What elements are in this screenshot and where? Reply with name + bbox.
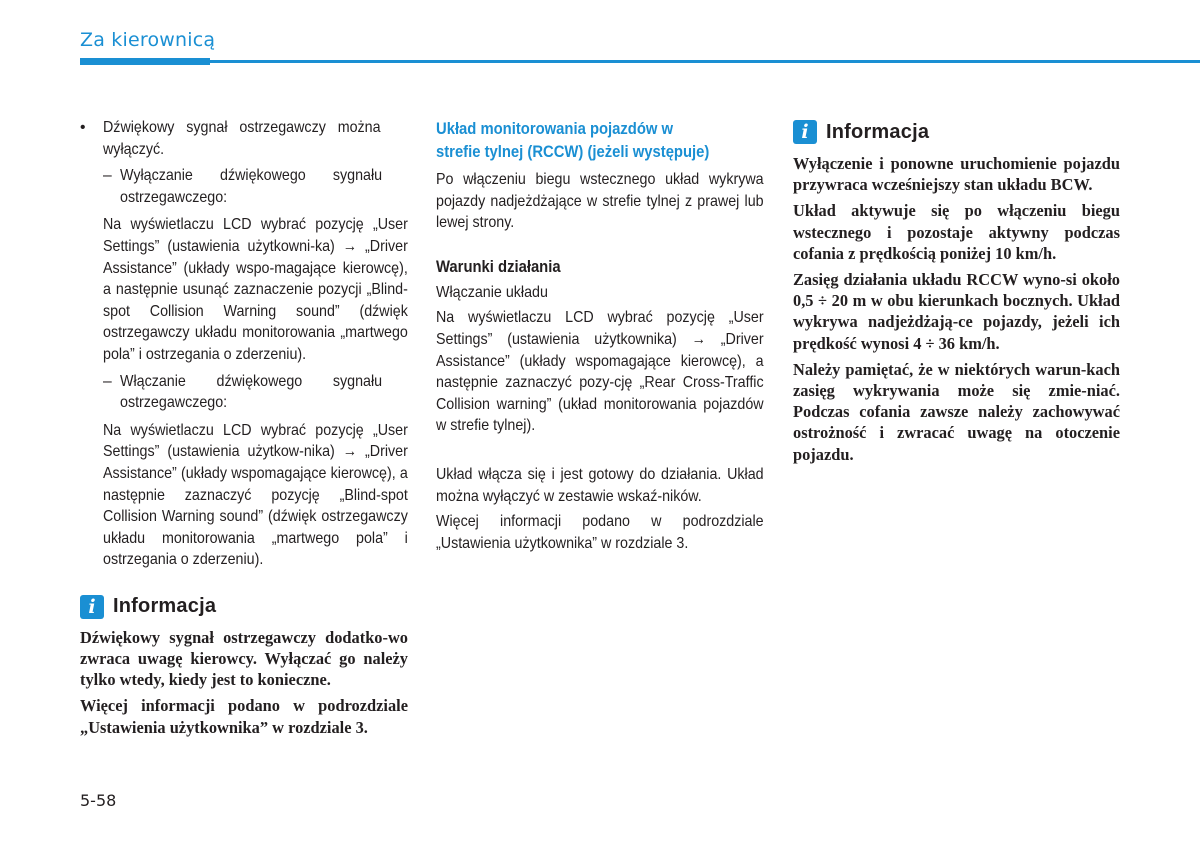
info-title: Informacja bbox=[113, 595, 217, 618]
disable-sound-item bbox=[103, 165, 408, 208]
info-box-left bbox=[80, 594, 408, 738]
header-rule bbox=[80, 60, 1200, 63]
middle-column bbox=[436, 118, 764, 554]
enable-sound-item bbox=[103, 371, 408, 414]
enable-sound-label: Włączanie dźwiękowego sygnału ostrzegawczego: bbox=[120, 372, 383, 412]
info-icon: i bbox=[80, 595, 104, 619]
page-number: 5-58 bbox=[80, 791, 117, 810]
info-paragraph: Więcej informacji podano w podrozdziale „Ustawienia użytkownika” w rozdziale 3. bbox=[80, 696, 408, 737]
dash-marker: – bbox=[103, 167, 112, 185]
enable-sound-instructions: Na wyświetlaczu LCD wybrać pozycję „User Settings” (ustawienia użytkow-nika) → „Driver Assistance” (układy wspomagające kierowcę), a następnie zaznaczyć pozycję „Blind-spot Collision Warning sound” (dźwięk ostrzegawczy układu monitorowania „martwego pola” i ostrzegania o zderzeniu). bbox=[103, 421, 408, 569]
info-paragraph: Należy pamiętać, że w niektórych warun-kach zasięg wykrywania może się zmie-niać. Podczas cofania zawsze należy zachowywać ostrożność i zwracać uwagę na otoczenie pojazdu. bbox=[793, 359, 1120, 464]
more-info-text: Więcej informacji podano w podrozdziale „Ustawienia użytkownika” w rozdziale 3. bbox=[436, 513, 764, 552]
disable-instructions-block bbox=[103, 214, 408, 365]
rccw-intro: Po włączeniu biegu wstecznego układ wykrywa pojazdy nadjeżdżające w strefie tylnej z prawej lub lewej strony. bbox=[436, 171, 764, 232]
ready-text: Układ włącza się i jest gotowy do działania. Układ można wyłączyć w zestawie wskaź-ników. bbox=[436, 465, 764, 505]
left-column bbox=[80, 117, 408, 738]
info-box-right bbox=[793, 119, 1120, 465]
info-icon: i bbox=[793, 120, 817, 144]
activation-instructions: Na wyświetlaczu LCD wybrać pozycję „User Settings” (ustawienia użytkownika) → „Driver Assistance” (układy wspomagające kierowcę), a następnie zaznaczyć pozy-cję „Rear Cross-Traffic Collision warning” (układ monitorowania pojazdów w strefie tylnej). bbox=[436, 309, 764, 435]
bullet-item bbox=[80, 117, 408, 160]
bullet-text: Dźwiękowy sygnał ostrzegawczy można wyłączyć. bbox=[103, 119, 381, 158]
operating-conditions-heading: Warunki działania bbox=[436, 257, 561, 276]
activation-label: Włączanie układu bbox=[436, 283, 548, 301]
section-title: Za kierownicą bbox=[80, 29, 216, 51]
header-tab-accent bbox=[80, 58, 210, 65]
info-header bbox=[793, 119, 1120, 145]
rccw-section-title: Układ monitorowania pojazdów w strefie tylnej (RCCW) (jeżeli występuje) bbox=[436, 120, 710, 161]
info-paragraph: Dźwiękowy sygnał ostrzegawczy dodatko-wo zwraca uwagę kierowcy. Wyłączać go należy tylko wtedy, kiedy jest to konieczne. bbox=[80, 627, 408, 690]
bullet-marker: • bbox=[80, 119, 86, 136]
info-paragraph: Zasięg działania układu RCCW wyno-si około 0,5 ÷ 20 m w obu kierunkach bocznych. Układ wykrywa nadjeżdżają-ce pojazdy, jeżeli ich prędkość wynosi 4 ÷ 36 km/h. bbox=[793, 270, 1120, 353]
enable-instructions-block bbox=[103, 420, 408, 571]
info-paragraph: Układ aktywuje się po włączeniu biegu wstecznego i pozostaje aktywny podczas cofania z prędkością poniżej 10 km/h. bbox=[793, 201, 1120, 263]
disable-sound-label: Wyłączanie dźwiękowego sygnału ostrzegawczego: bbox=[120, 167, 383, 206]
dash-marker: – bbox=[103, 372, 112, 390]
info-title: Informacja bbox=[826, 120, 930, 143]
info-header bbox=[80, 594, 408, 620]
right-column bbox=[793, 119, 1120, 465]
disable-sound-instructions: Na wyświetlaczu LCD wybrać pozycję „User Settings” (ustawienia użytkowni-ka) → „Driver Assistance” (układy wspo-magające kierowcę), a następnie usunąć zaznaczenie pozycji „Blind-spot Collision Warning sound” (dźwięk ostrzegawczy układu monitorowania „martwego pola” i ostrzegania o zderzeniu). bbox=[103, 216, 408, 363]
info-paragraph: Wyłączenie i ponowne uruchomienie pojazdu przywraca wcześniejszy stan układu BCW. bbox=[793, 154, 1120, 195]
